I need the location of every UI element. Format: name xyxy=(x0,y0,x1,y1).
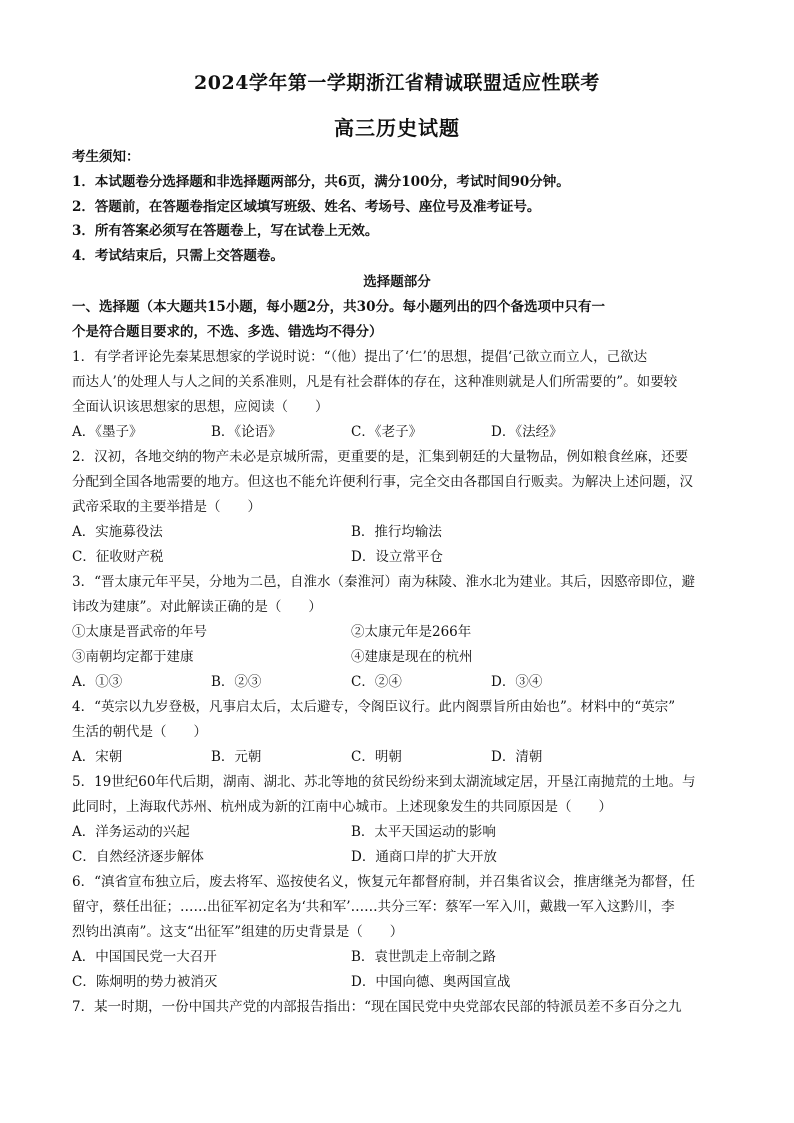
option-b: B．袁世凯走上帝制之路 xyxy=(351,949,496,965)
section-instructions: 个是符合题目要求的，不选、多选、错选均不得分） xyxy=(72,324,383,340)
option-c: C．明朝 xyxy=(351,749,402,765)
option-c: C．自然经济逐步解体 xyxy=(72,849,204,865)
question-text: 2．汉初，各地交纳的物产未必是京城所需，更重要的是，汇集到朝廷的大量物品，例如粮食丝麻，还要 xyxy=(72,449,689,465)
question-text: 此同时，上海取代苏州、杭州成为新的江南中心城市。上述现象发生的共同原因是（ ） xyxy=(72,799,612,815)
question-text: 3．“晋太康元年平吴，分地为二邑，自淮水（秦淮河）南为秣陵、淮水北为建业。其后，因愍帝即位，避 xyxy=(72,574,695,590)
question-text: 4．“英宗以九岁登极，凡事启太后，太后避专，令阁臣议行。此内阁票旨所由始也”。材料中的“英宗” xyxy=(72,699,676,715)
option-d: D．中国向德、奥两国宣战 xyxy=(351,974,511,990)
question-text: 烈钧出滇南”。这支“出征军”组建的历史背景是（ ） xyxy=(72,924,404,940)
question-text: 全面认识该思想家的思想，应阅读（ ） xyxy=(72,399,329,415)
option-a: A．洋务运动的兴起 xyxy=(72,824,190,840)
notice-item: 1．本试题卷分选择题和非选择题两部分，共6页，满分100分，考试时间90分钟。 xyxy=(72,174,570,190)
question-text: 1．有学者评论先秦某思想家的学说时说：“（他）提出了‘仁’的思想，提倡‘己欲立而立人，己欲达 xyxy=(72,349,648,365)
option-a: A．实施募役法 xyxy=(72,524,163,540)
statement: ①太康是晋武帝的年号 xyxy=(72,624,207,640)
notice-heading: 考生须知： xyxy=(72,149,140,165)
option-b: B．《论语》 xyxy=(211,424,282,440)
section-instructions: 一、选择题（本大题共15小题，每小题2分，共30分。每小题列出的四个备选项中只有一 xyxy=(72,299,605,315)
question-text: 武帝采取的主要举措是（ ） xyxy=(72,499,261,515)
question-text: 而达人’的处理人与人之间的关系准则，凡是有社会群体的存在，这种准则就是人们所需要的”。如要较 xyxy=(72,374,678,390)
question-text: 留守，蔡任出征；……出征军初定名为‘共和军’……共分三军：蔡军一军入川，戴戡一军入这黔川，李 xyxy=(72,899,675,915)
option-a: A．宋朝 xyxy=(72,749,123,765)
exam-title: 2024学年第一学期浙江省精诚联盟适应性联考 xyxy=(194,72,600,94)
option-b: B．元朝 xyxy=(211,749,262,765)
option-d: D．③④ xyxy=(491,674,543,690)
question-text: 分配到全国各地需要的地方。但这也不能允许便利行事，完全交由各郡国自行贩卖。为解决上述问题，汉 xyxy=(72,474,693,490)
statement: ②太康元年是266年 xyxy=(351,624,472,640)
question-text: 生活的朝代是（ ） xyxy=(72,724,207,740)
option-d: D．《法经》 xyxy=(491,424,563,440)
option-a: A．①③ xyxy=(72,674,123,690)
question-text: 5．19世纪60年代后期，湖南、湖北、苏北等地的贫民纷纷来到太湖流域定居，开垦江南抛荒的土地。与 xyxy=(72,774,696,790)
option-b: B．②③ xyxy=(211,674,262,690)
notice-item: 4．考试结束后，只需上交答题卷。 xyxy=(72,248,284,264)
option-b: B．推行均输法 xyxy=(351,524,442,540)
option-c: C．②④ xyxy=(351,674,402,690)
option-d: D．通商口岸的扩大开放 xyxy=(351,849,497,865)
option-a: A．《墨子》 xyxy=(72,424,143,440)
notice-item: 2．答题前，在答题卷指定区域填写班级、姓名、考场号、座位号及准考证号。 xyxy=(72,199,541,215)
exam-subtitle: 高三历史试题 xyxy=(334,116,460,140)
statement: ④建康是现在的杭州 xyxy=(351,649,473,665)
option-a: A．中国国民党一大召开 xyxy=(72,949,217,965)
question-text: 7．某一时期，一份中国共产党的内部报告指出：“现在国民党中央党部农民部的特派员差不多百分之九 xyxy=(72,999,682,1015)
question-text: 6．“滇省宣布独立后，废去将军、巡按使名义，恢复元年都督府制，并召集省议会，推唐继尧为都督，任 xyxy=(72,874,695,890)
option-d: D．清朝 xyxy=(491,749,543,765)
notice-item: 3．所有答案必须写在答题卷上，写在试卷上无效。 xyxy=(72,223,379,239)
option-d: D．设立常平仓 xyxy=(351,549,443,565)
question-text: 讳改为建康”。对此解读正确的是（ ） xyxy=(72,599,322,615)
option-c: C．《老子》 xyxy=(351,424,423,440)
option-b: B．太平天国运动的影响 xyxy=(351,824,496,840)
option-c: C．征收财产税 xyxy=(72,549,164,565)
section-title: 选择题部分 xyxy=(363,274,431,290)
statement: ③南朝均定都于建康 xyxy=(72,649,194,665)
option-c: C．陈炯明的势力被消灭 xyxy=(72,974,218,990)
